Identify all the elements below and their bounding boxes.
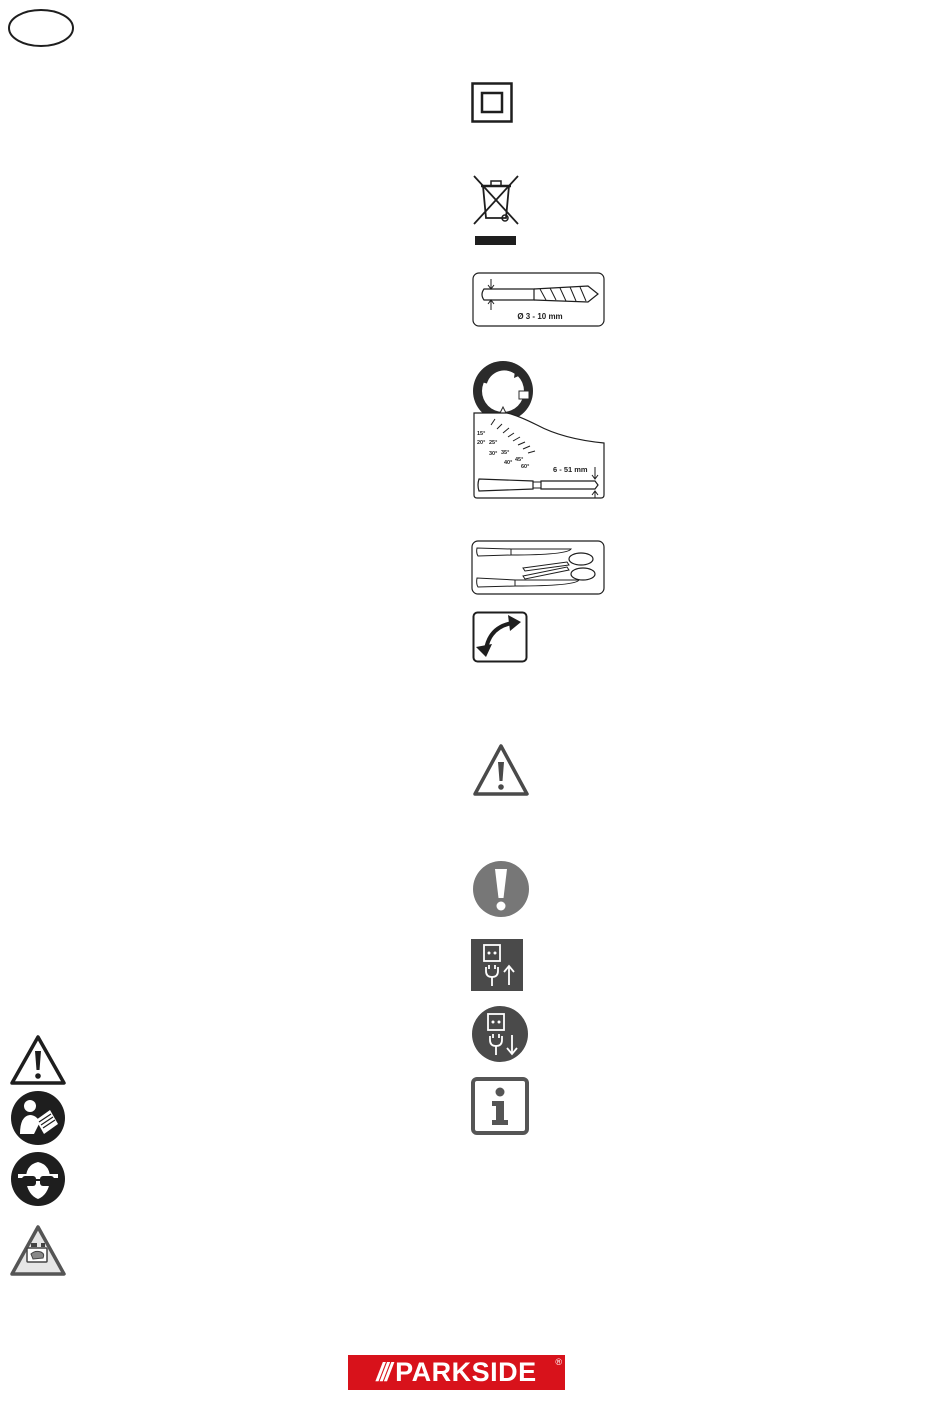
drill-bit-diagram — [472, 272, 605, 327]
logo-wordmark: PARKSIDE — [395, 1357, 537, 1387]
warning-triangle-icon — [472, 743, 530, 797]
warning-triangle-icon — [9, 1034, 67, 1086]
angle-label-35: 35° — [501, 450, 510, 456]
country-code-oval — [7, 8, 75, 48]
hand-injury-warning-icon — [9, 1224, 67, 1277]
unplug-square-icon — [471, 939, 523, 991]
chisel-angle-guide-diagram — [471, 355, 606, 500]
angle-label-40: 40° — [504, 460, 513, 466]
angle-label-60: 60° — [521, 464, 530, 470]
logo-registered-mark: ® — [555, 1357, 562, 1367]
angle-label-25: 25° — [489, 440, 498, 446]
eye-protection-icon — [10, 1151, 66, 1207]
angle-label-45: 45° — [515, 457, 524, 463]
angle-label-20: 20° — [477, 440, 486, 446]
exclamation-circle-icon — [472, 860, 530, 918]
angle-label-30: 30° — [489, 451, 498, 457]
plug-in-circle-icon — [471, 1005, 529, 1063]
knives-scissors-diagram — [471, 540, 605, 595]
logo-slashes: /// — [376, 1357, 390, 1387]
chisel-width-label: 6 - 51 mm — [553, 465, 588, 474]
read-manual-icon — [10, 1090, 66, 1146]
info-icon — [471, 1077, 529, 1135]
crossed-out-wheelie-bin-icon — [472, 174, 520, 246]
double-insulation-icon — [471, 82, 513, 123]
parkside-logo — [348, 1355, 565, 1390]
angle-label-15: 15° — [477, 431, 486, 437]
drill-diameter-label: Ø 3 - 10 mm — [517, 312, 563, 321]
curved-double-arrow-icon — [472, 611, 528, 663]
